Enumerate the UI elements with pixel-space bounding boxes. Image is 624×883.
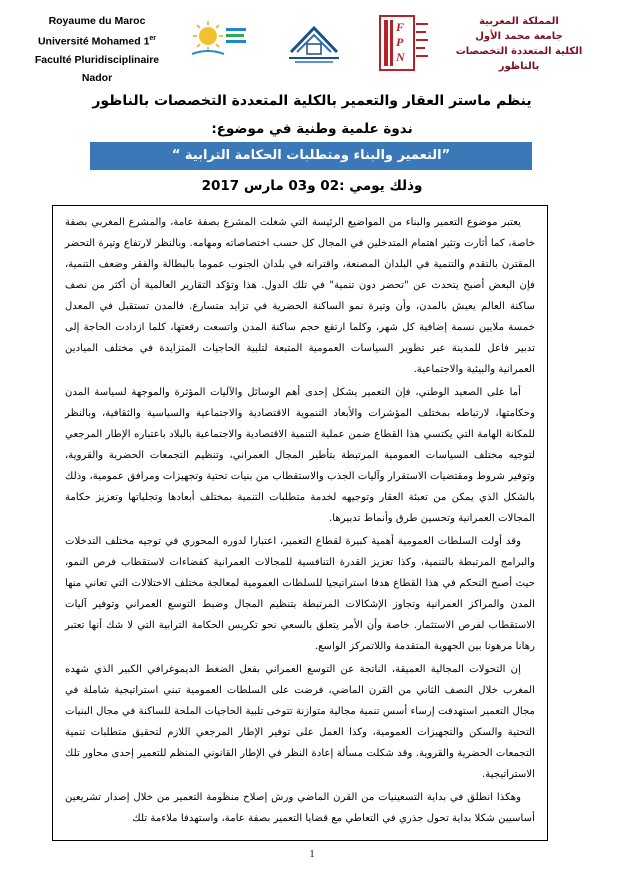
faculty-name-fr: Faculté Pluridisciplinaire Nador: [34, 53, 160, 84]
header-left-block: [22, 12, 172, 87]
paragraph: إن التحولات المجالية العميقة، الناتجة عن التوسع العمراني بفعل الضغط الديموغرافي الكبير الذي شهده المغرب خلال النصف الثاني من القرن الماضي، فرضت على السلطات العمومية تبني استراتيجية شاملة في مجال التعمير استهدفت إرساء أسس تنمية مجالية متوازنة تتوخى تلبية الحاجيات الملحة للساكنة في مجال البنيات التحتية والسكن والتجهيزات العمومية، وكذا العمل على توفير الإطار المرجعي اللازم لتحقيق متطلبات تنمية التجمعات الحضرية والقروية. وقد شكلت مسألة إعادة النظر في الإطار القانوني المنظم للتعمير إحدى محاور تلك الاستراتيجية.: [65, 664, 535, 780]
paragraph: وهكذا انطلق في بداية التسعينيات من القرن الماضي ورش إصلاح منظومة التعمير من خلال إصدار تشريعين أساسيين شكلا بداية تحول جذري في التعاطي مع قضايا التعمير بصفة عامة، واستهدفا ملاءمة تلك: [65, 792, 535, 824]
sun-logo: [190, 20, 248, 64]
body-text-box: [52, 205, 548, 841]
country-name-fr: Royaume du Maroc: [48, 15, 146, 27]
fpn-logo: F P N: [376, 14, 432, 76]
university-name-ar: جامعة محمد الأول: [475, 31, 563, 42]
paragraph: يعتبر موضوع التعمير والبناء من المواضيع الرئيسة التي شغلت المشرع بصفة عامة، والمشرع المغربي بصفة خاصة، كما أثارت وتثير اهتمام المتدخلين في المجال كل حسب اختصاصاته ومهامه. وبالنظر لارتفاع وتيرة التحضر المقترن بالتقدم والتنمية في البلدان المصنعة، واقترانه في بلدان الجنوب عموما بالبطالة والفقر وضعف التنمية، فإن البعض أصبح يتحدث عن "تحضر دون تنمية" في تلك الدول. هذا وتؤكد التقارير العالمية أن أكثر من نصف ساكنة العالم يعيش بالمدن، وأن وتيرة نمو الساكنة الحضرية في تزايد متسارع. فالمدن تستقبل في المعدل خمسة ملايين نسمة إضافية كل شهر، وكلما ارتفع حجم ساكنة المدن واتسعت رقعتها، كلما ازدادت الحاجة إلى تدبير فاعل للمدينة عبر تطوير السياسات العمومية المتبعة لتلبية الحاجيات المتزايدة في مختلف الميادين العمرانية والبيئية والاجتماعية.: [65, 217, 535, 375]
logos-strip: [190, 14, 440, 72]
page-number: 1: [309, 849, 315, 860]
building-logo: [285, 22, 343, 68]
organizer-line: ينظم ماستر العقار والتعمير بالكلية المتعددة التخصصات بالناظور: [92, 93, 532, 109]
header-right-block: [434, 14, 604, 74]
faculty-name-ar: الكلية المتعددة التخصصات بالناظور: [455, 46, 583, 72]
event-date: وذلك يومي :02 و03 مارس 2017: [201, 178, 423, 194]
seminar-line: ندوة علمية وطنية في موضوع:: [211, 121, 413, 137]
country-name-ar: المملكة المغربية: [479, 16, 559, 27]
paragraph: أما على الصعيد الوطني، فإن التعمير يشكل إحدى أهم الوسائل والآليات المؤثرة والموجهة لسياسة المدن وحكامتها، لارتباطه بمختلف المؤشرات والأبعاد التنموية الاقتصادية والاجتماعية والسياسية والثقافية، وبالنظر للمكانة الهامة التي يكتسي هذا القطاع ضمن عملية التنمية الاقتصادية والاجتماعية بالبلاد باعتباره الإطار المرجعي لتوجيه مختلف السياسات العمومية المرتبطة بتأطير المجال العمراني، وتنظيم التجمعات الحضرية والقروية، وتوفير شروط ومقتضيات الاستقرار وآليات الجذب والاستقطاب من بنيات تحتية وتجهيزات ومرافق عمومية، وذلك بالشكل الذي يمكن من تعبئة العقار وتوجيهه لخدمة متطلبات التنمية بمختلف أبعادها وتجلياتها وتعزيز حكامة المجالات العمرانية وتحسين طرق وأنماط تدبيرها.: [65, 387, 535, 524]
theme-banner: ”التعمير والبناء ومتطلبات الحكامة الترابية “: [90, 142, 532, 170]
paragraph: وقد أولت السلطات العمومية أهمية كبيرة لقطاع التعمير، اعتبارا لدوره المحوري في توجيه مختلف التدخلات والبرامج المرتبطة بالتنمية، وكذا تعزيز القدرة التنافسية للمجالات العمرانية كفضاءات لاستقطاب فرص النمو، حيث أصبح التحكم في هذا القطاع هدفا استراتيجيا للسلطات العمومية لمعالجة مختلف الاختلالات التي تعاني منها المدن والمراكز العمرانية وتجاوز الإشكالات المرتبطة بتنظيم المجال وضبط التوسع العمراني وتوفير آليات الاستقطاب لفرص الاستثمار. خاصة وأن الأمر يتعلق بالسعي نحو تكريس الحكامة الترابية التي لا شك أنها تعتبر رهانا مرهونا بين الجهوية المتقدمة واللاتمركز الواسع.: [65, 536, 535, 652]
university-name-fr: Université Mohamed 1er: [37, 35, 157, 48]
